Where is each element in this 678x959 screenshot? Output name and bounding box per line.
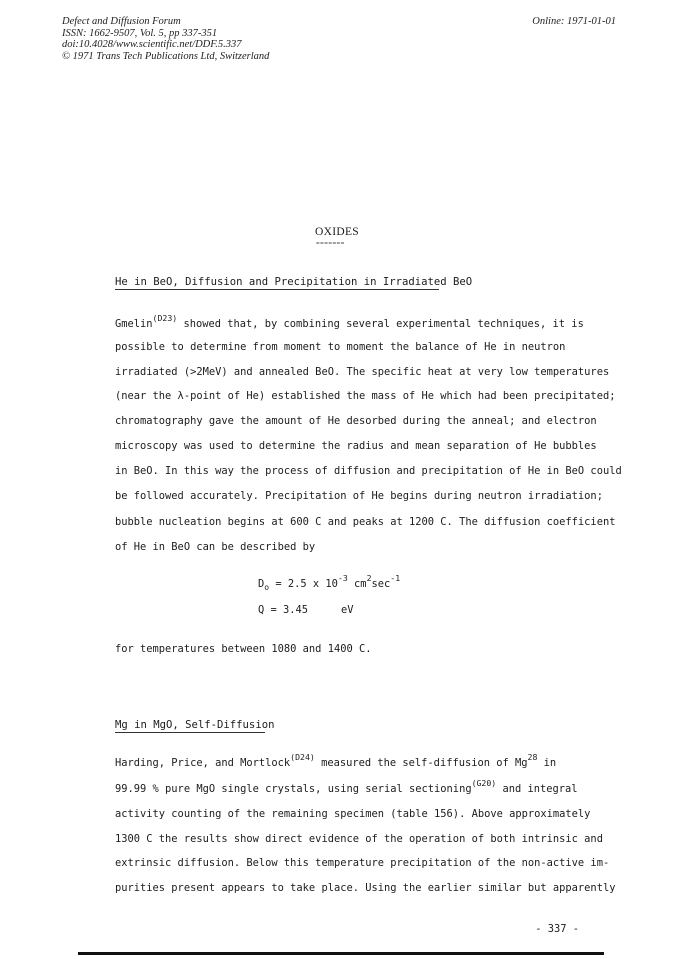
paragraph-line: for temperatures between 1080 and 1400 C. (115, 643, 372, 655)
paragraph-line: 1300 C the results show direct evidence of the operation of both intrinsic and (115, 833, 603, 845)
citation-ref: (D24) (290, 752, 315, 762)
paragraph-line: bubble nucleation begins at 600 C and peaks at 1200 C. The diffusion coefficient (115, 516, 616, 528)
section-title-underline (115, 289, 439, 290)
paragraph-line: purities present appears to take place. Using the earlier similar but apparently (115, 882, 616, 894)
journal-header (62, 16, 269, 62)
equation-unit: eV (341, 604, 354, 616)
issn-line: ISSN: 1662-9507, Vol. 5, pp 337-351 (62, 27, 218, 39)
copyright-line: © 1971 Trans Tech Publications Ltd, Switzerland (62, 50, 270, 62)
paragraph-line: activity counting of the remaining specimen (table 156). Above approximately (115, 808, 591, 820)
citation-ref: (D23) (152, 313, 178, 323)
equation-activation-energy: Q = 3.45 (258, 604, 309, 616)
paragraph-line: in BeO. In this way the process of diffusion and precipitation of He in BeO could (115, 465, 622, 477)
section-title-he-beo: He in BeO, Diffusion and Precipitation in Irradiated BeO (115, 276, 473, 288)
paragraph-line: microscopy was used to determine the radius and mean separation of He bubbles (115, 440, 597, 452)
paragraph-line: Harding, Price, and Mortlock$^{(D24)}$ measured the self-diffusion of Mg$^{28}$ in (115, 752, 557, 769)
chapter-title: OXIDES (315, 226, 359, 238)
bottom-rule (78, 952, 604, 955)
section-title-underline (115, 732, 265, 733)
doi-line: doi:10.4028/www.scientific.net/DDF.5.337 (62, 39, 242, 50)
paragraph-line: Gmelin$^{(D23)}$ showed that, by combining several experimental techniques, it is (115, 313, 584, 330)
citation-ref: (G20) (471, 778, 497, 788)
paragraph-line: extrinsic diffusion. Below this temperature precipitation of the non-active im- (115, 857, 610, 869)
paragraph-line: be followed accurately. Precipitation of He begins during neutron irradiation; (115, 490, 603, 502)
online-date: Online: 1971-01-01 (532, 16, 616, 27)
section-title-mg-mgo: Mg in MgO, Self-Diffusion (115, 719, 275, 731)
page-number: - 337 - (535, 923, 579, 935)
journal-name: Defect and Diffusion Forum (62, 16, 181, 27)
paragraph-line: of He in BeO can be described by (115, 541, 316, 553)
paragraph-line: irradiated (>2MeV) and annealed BeO. The specific heat at very low temperatures (115, 366, 610, 378)
paragraph-line: possible to determine from moment to moment the balance of He in neutron (115, 341, 566, 353)
paragraph-line: chromatography gave the amount of He desorbed during the anneal; and electron (115, 415, 597, 427)
equation-diffusion-coefficient: $D_o = 2.5$ x $10^{-3}$ $cm^2\sec^{-1}$ (258, 573, 401, 593)
paragraph-line: 99.99 % pure MgO single crystals, using serial sectioning$^{(G20)}$ and integral (115, 778, 578, 795)
chapter-title-rule: ======= (316, 240, 345, 247)
paragraph-line: (near the λ-point of He) established the mass of He which had been precipitated; (115, 390, 616, 402)
